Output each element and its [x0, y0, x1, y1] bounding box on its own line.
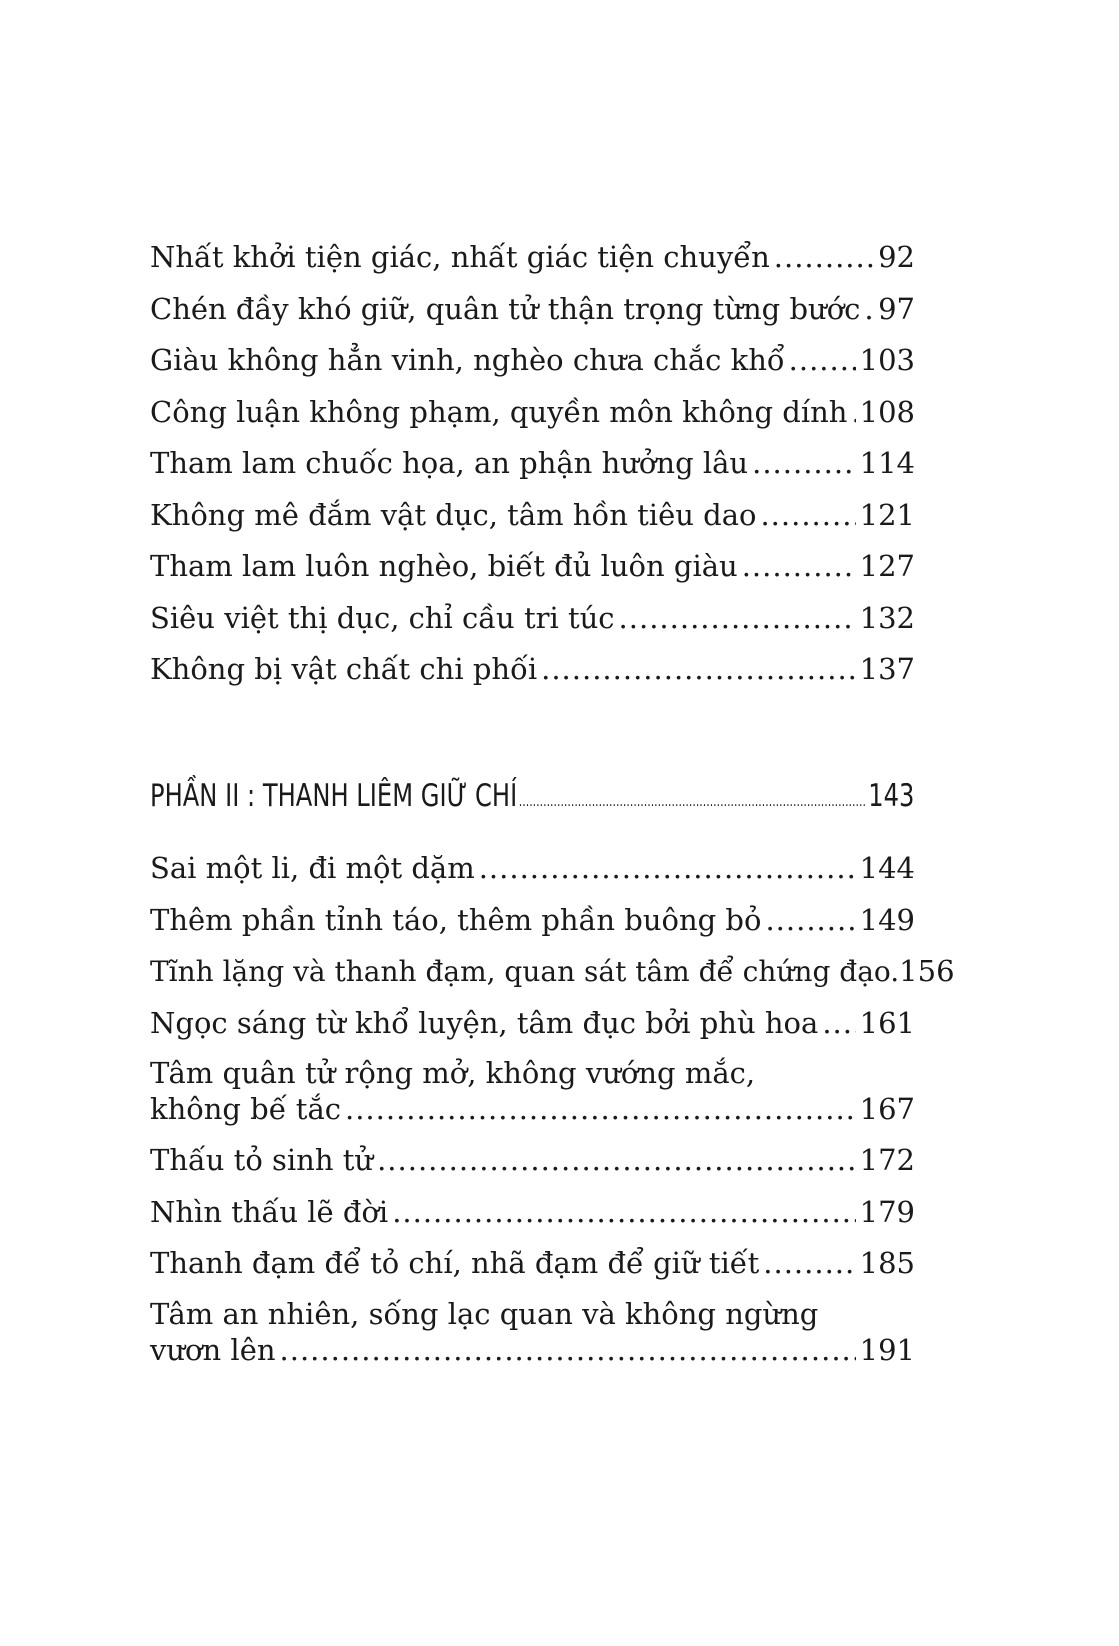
- entry-title-line1: Tâm an nhiên, sống lạc quan và không ngừng: [150, 1296, 819, 1331]
- entry-title: Chén đầy khó giữ, quân tử thận trọng từng bước: [150, 291, 861, 326]
- dot-leader: [851, 393, 855, 431]
- dot-leader: [377, 1141, 856, 1179]
- toc-entry[interactable]: [150, 1135, 915, 1187]
- dot-leader: [864, 290, 874, 328]
- toc-entry[interactable]: [150, 843, 915, 895]
- entry-title: Siêu việt thị dục, chỉ cầu tri túc: [150, 600, 615, 635]
- entry-page: 161: [859, 1005, 915, 1040]
- toc-entry[interactable]: [150, 232, 915, 284]
- entry-title: Tham lam luôn nghèo, biết đủ luôn giàu: [150, 549, 738, 583]
- dot-leader: [765, 901, 855, 939]
- dot-leader: [752, 444, 856, 482]
- dot-leader: [392, 1193, 855, 1231]
- toc-entry[interactable]: [150, 593, 915, 645]
- entry-title: Không bị vật chất chi phối: [150, 652, 538, 686]
- entry-title: Tĩnh lặng và thanh đạm, quan sát tâm để chứng đạo.: [150, 955, 900, 988]
- dot-leader: [619, 599, 856, 637]
- toc-entry-multiline[interactable]: [150, 1290, 915, 1376]
- toc-entry[interactable]: [150, 490, 915, 542]
- entry-title-line2: vươn lên: [150, 1332, 276, 1367]
- entry-page: 132: [859, 600, 915, 635]
- entry-title: Nhìn thấu lẽ đời: [150, 1194, 389, 1229]
- entry-page: 127: [859, 549, 915, 583]
- toc-entry[interactable]: [150, 387, 915, 439]
- entry-page: 185: [859, 1246, 915, 1280]
- entry-title: Thanh đạm để tỏ chí, nhã đạm để giữ tiết: [150, 1246, 760, 1280]
- entry-page: 172: [859, 1143, 915, 1177]
- part-heading[interactable]: [150, 778, 914, 814]
- entry-title: Giàu không hẳn vinh, nghèo chưa chắc khổ: [150, 343, 785, 377]
- toc-section-2: [150, 843, 955, 1376]
- entry-page: 144: [859, 851, 915, 885]
- dot-leader: [822, 1004, 855, 1042]
- entry-second-line: [150, 1332, 915, 1368]
- entry-page: 137: [859, 652, 915, 686]
- entry-title: Thấu tỏ sinh tử: [150, 1143, 374, 1177]
- toc-entry[interactable]: [150, 1238, 915, 1290]
- toc-entry[interactable]: [150, 644, 915, 696]
- toc-entry[interactable]: [150, 438, 915, 490]
- entry-page: 103: [859, 343, 915, 377]
- entry-title: Không mê đắm vật dục, tâm hồn tiêu dao: [150, 497, 757, 532]
- dot-leader: [763, 1244, 855, 1282]
- entry-page: 121: [859, 497, 915, 532]
- entry-title: Thêm phần tỉnh táo, thêm phần buông bỏ: [150, 902, 762, 937]
- dot-leader: [742, 547, 856, 585]
- entry-title: Công luận không phạm, quyền môn không dính: [150, 394, 848, 429]
- entry-title: Ngọc sáng từ khổ luyện, tâm đục bởi phù hoa: [150, 1005, 819, 1040]
- entry-second-line: [150, 1091, 915, 1127]
- entry-page: 156: [899, 954, 955, 988]
- toc-entry[interactable]: [150, 895, 915, 947]
- toc-entry[interactable]: [150, 998, 915, 1050]
- entry-page: 191: [859, 1332, 915, 1367]
- entry-title-line2: không bế tắc: [150, 1092, 341, 1126]
- entry-page: 92: [878, 240, 915, 274]
- toc-section-1: [150, 232, 915, 696]
- entry-title: Sai một li, đi một dặm: [150, 851, 475, 885]
- dot-leader: [760, 496, 855, 534]
- entry-title: Nhất khởi tiện giác, nhất giác tiện chuyển: [150, 240, 770, 274]
- entry-title-line1: Tâm quân tử rộng mở, không vướng mắc,: [150, 1056, 756, 1090]
- dot-leader: [479, 849, 856, 887]
- entry-title: Tham lam chuốc họa, an phận hưởng lâu: [150, 446, 749, 480]
- part-title: PHẦN II : THANH LIÊM GIỮ CHÍ: [150, 778, 518, 814]
- entry-page: 179: [859, 1194, 915, 1229]
- dot-leader: [789, 341, 856, 379]
- entry-page: 114: [859, 446, 915, 480]
- toc-entry[interactable]: [150, 284, 915, 336]
- toc-entry[interactable]: [150, 946, 955, 998]
- entry-page: 167: [859, 1092, 915, 1126]
- dot-leader: [519, 794, 867, 810]
- entry-page: 97: [878, 291, 915, 326]
- dot-leader: [541, 650, 856, 688]
- toc-entry[interactable]: [150, 541, 915, 593]
- toc-entry[interactable]: [150, 1187, 915, 1239]
- toc-entry-multiline[interactable]: [150, 1049, 915, 1135]
- entry-page: 149: [859, 902, 915, 937]
- entry-page: 108: [859, 394, 915, 429]
- toc-entry[interactable]: [150, 335, 915, 387]
- dot-leader: [280, 1332, 856, 1368]
- dot-leader: [774, 238, 874, 276]
- dot-leader: [345, 1091, 856, 1127]
- part-page: 143: [868, 778, 915, 814]
